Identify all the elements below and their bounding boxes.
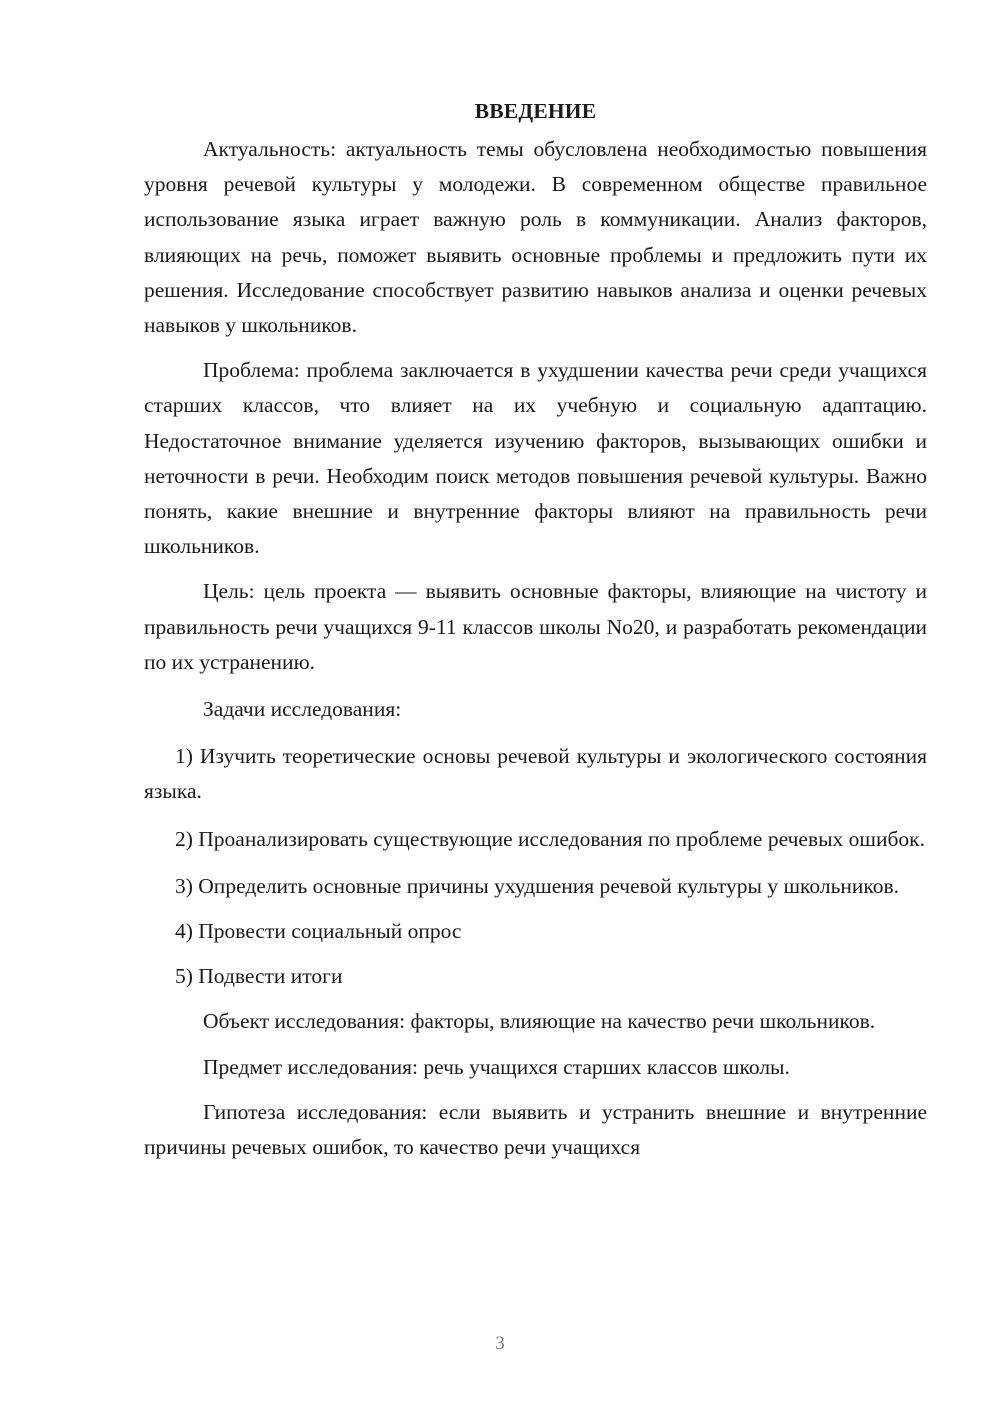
section-title: ВВЕДЕНИЕ [474,99,597,123]
paragraph-relevance: Актуальность: актуальность темы обусловлена необходимостью повышения уровня речевой культуры у молодежи. В современном обществе правильное использование языка играет важную роль в коммуникации. Анализ факторов, влияющих на речь, поможет выявить основные проблемы и предложить пути их решения. Исследование способствует развитию навыков анализа и оценки речевых навыков у школьников. [144,137,927,338]
task-item-1: 1) Изучить теоретические основы речевой культуры и экологического состояния языка. [144,744,927,804]
paragraph-problem: Проблема: проблема заключается в ухудшении качества речи среди учащихся старших классов, что влияет на их учебную и социальную адаптацию. Недостаточное внимание уделяется изучению факторов, вызывающих ошибки и неточности в речи. Необходим поиск методов повышения речевой культуры. Важно понять, какие внешние и внутренние факторы влияют на правильность речи школьников. [144,358,927,559]
paragraph-subject: Предмет исследования: речь учащихся старших классов школы. [203,1054,790,1079]
paragraph-goal: Цель: цель проекта — выявить основные факторы, влияющие на чистоту и правильность речи учащихся 9-11 классов школы No20, и разработать рекомендации по их устранению. [144,579,927,674]
task-item-5: 5) Подвести итоги [175,964,343,989]
task-item-2: 2) Проанализировать существующие исследования по проблеме речевых ошибок. [175,826,925,851]
task-item-4: 4) Провести социальный опрос [175,919,462,944]
task-item-3: 3) Определить основные причины ухудшения речевой культуры у школьников. [175,873,900,898]
paragraph-hypothesis: Гипотеза исследования: если выявить и устранить внешние и внутренние причины речевых ошибок, то качество речи учащихся [144,1099,927,1160]
paragraph-object: Объект исследования: факторы, влияющие на качество речи школьников. [203,1009,876,1034]
tasks-heading: Задачи исследования: [203,697,402,722]
page-content [144,96,927,1165]
page-number: 3 [495,1333,505,1354]
